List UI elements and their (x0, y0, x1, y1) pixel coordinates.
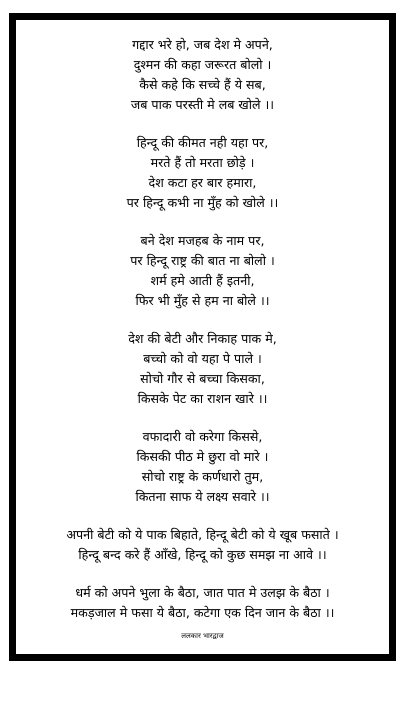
poem-line: कैसे कहे कि सच्चे हैं ये सब, (139, 77, 266, 92)
poem-line: गद्दार भरे हो, जब देश मे अपने, (132, 37, 273, 52)
stanza-7 (16, 583, 389, 623)
stanza-5 (16, 427, 389, 507)
poem-line: वफादारी वो करेगा किससे, (142, 429, 263, 444)
poem-signature: ललकार भारद्वाज (181, 632, 224, 640)
poem-line: धर्म को अपने भुला के बैठा, जात पात मे उलझ के बैठा । (75, 585, 330, 600)
poem-line: अपनी बेटी को ये पाक बिहाते, हिन्दू बेटी को ये खूब फसाते । (66, 527, 339, 542)
poem-line: सोचो राष्ट्र के कर्णधारो तुम, (141, 469, 264, 484)
poem-line: हिन्दू बन्द करे हैं आँखे, हिन्दू को कुछ समझ ना आवे ।। (78, 547, 327, 562)
poem-line: हिन्दू की कीमत नही यहा पर, (136, 135, 269, 150)
poem-line: जब पाक परस्ती मे लब खोले ।। (130, 97, 275, 112)
poem-sheet (16, 20, 389, 654)
poem-line: सोचो गौर से बच्चा किसका, (140, 371, 265, 386)
poem-line: किसके पेट का राशन खारे ।। (137, 391, 268, 406)
poem-line: कितना साफ ये लक्ष्य सवारे ।। (135, 489, 270, 504)
poem-line: बने देश मजहब के नाम पर, (140, 233, 265, 248)
stanza-1 (16, 35, 389, 115)
poem-line: मरते हैं तो मरता छोड़े । (150, 155, 255, 170)
poem-line: देश कटा हर बार हमारा, (148, 175, 257, 190)
stanza-3 (16, 231, 389, 311)
poem-line: मकड़जाल मे फसा ये बैठा, कटेगा एक दिन जान के बैठा ।। (70, 605, 335, 620)
poem-line: शर्म हमे आती हैं इतनी, (150, 273, 255, 288)
poem-line: देश की बेटी और निकाह पाक मे, (128, 331, 277, 346)
poem-line: दुश्मन की कहा जरूरत बोलो । (133, 57, 272, 72)
stanza-6 (16, 525, 389, 565)
poem-line: किसकी पीठ मे छुरा वो मारे । (136, 449, 269, 464)
stanza-2 (16, 133, 389, 213)
poem-line: बच्चो को वो यहा पे पाले । (143, 351, 262, 366)
poem-frame (9, 13, 396, 661)
poem-line: पर हिन्दू कभी ना मुँह को खोले ।। (126, 195, 279, 210)
poem-line: पर हिन्दू राष्ट्र की बात ना बोलो । (130, 253, 275, 268)
stanza-4 (16, 329, 389, 409)
poem-line: फिर भी मुँह से हम ना बोले ।। (135, 293, 270, 308)
